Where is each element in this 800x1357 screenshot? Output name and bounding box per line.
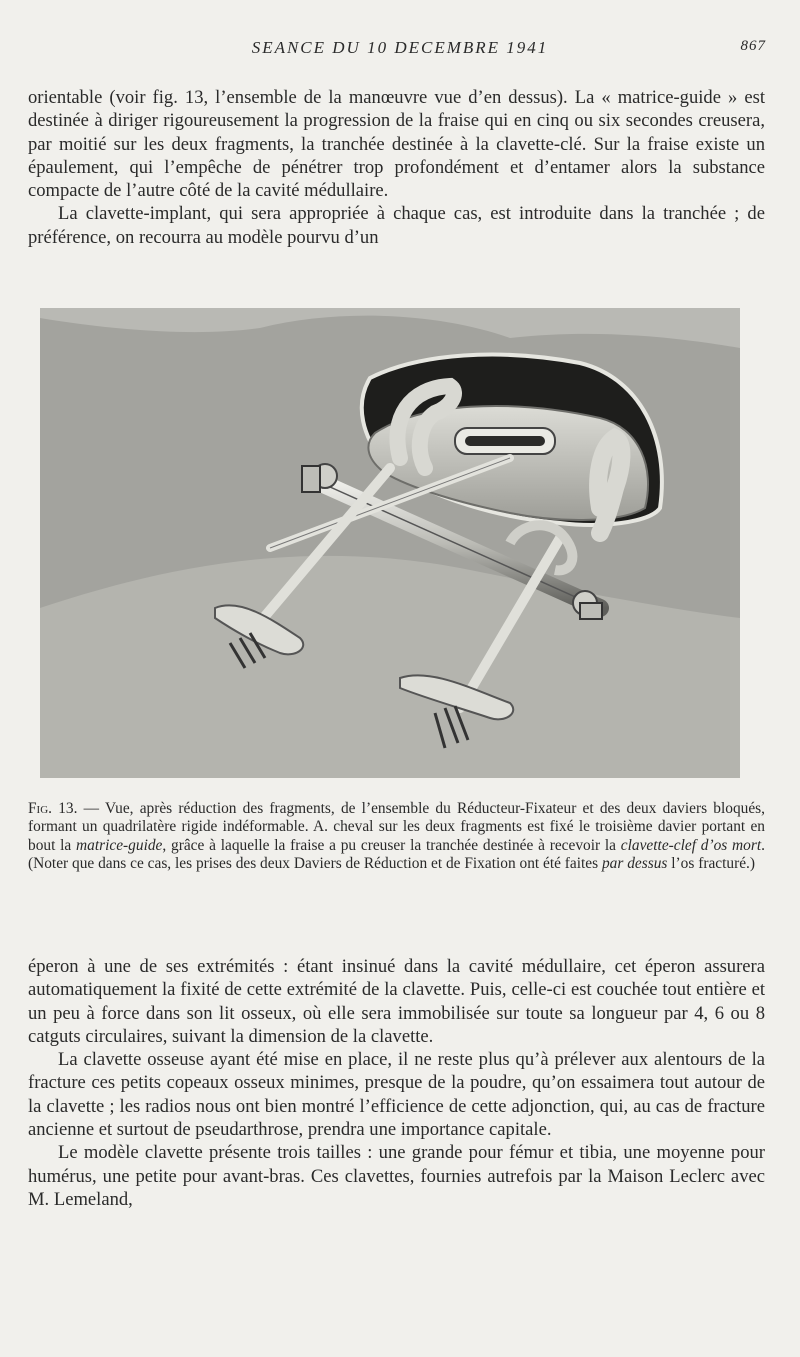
running-title: SEANCE DU 10 DECEMBRE 1941	[251, 38, 549, 57]
paragraph: orientable (voir fig. 13, l’ensemble de la manœuvre vue d’en dessus). La « matrice-guide » est destinée à diriger rigoureusement la progression de la fraise qui en cinq ou six secondes creusera, par moitié sur les deux fragments, la tranchée destinée à la clavette-clé. Sur la fraise existe un épaulement, qui l’empêche de pénétrer trop profondément et d’entamer alors la substance compacte de l’autre côté de la cavité médullaire.	[28, 87, 765, 202]
paragraph: Le modèle clavette présente trois tailles : une grande pour fémur et tibia, une moyenne pour humérus, une petite pour avant-bras. Ces clavettes, fournies autrefois par la Maison Leclerc avec M. Lemeland,	[28, 1142, 765, 1210]
caption-italic: par dessus	[601, 854, 668, 872]
figure-13-image	[40, 308, 740, 778]
caption-italic: matrice-guide	[76, 836, 163, 854]
bottom-text-block	[28, 955, 765, 1211]
caption-text: — Vue, après réduction des fragments, de l’ensemble du Réducteur-Fixateur et des deux daviers bloqués, formant un quadrilatère rigide indéformable. A. cheval sur les deux fragments est fixé le troisième davier portant en bout la	[28, 800, 765, 854]
surgical-instrument-illustration	[40, 308, 740, 778]
page-header	[0, 38, 800, 64]
paragraph: La clavette osseuse ayant été mise en place, il ne reste plus qu’à prélever aux alentours de la fracture ces petits copeaux osseux minimes, presque de la poudre, qu’on essaimera tout autour de la clavette ; les radios nous ont bien montré l’efficience de cette adjonction, qui, au cas de fracture ancienne et surtout de pseudarthrose, prendra une importance capitale.	[28, 1049, 765, 1141]
caption-label: Fig. 13.	[28, 800, 78, 817]
paragraph: La clavette-implant, qui sera appropriée à chaque cas, est introduite dans la tranchée ; de préférence, on recourra au modèle pourvu d’un	[28, 203, 765, 248]
figure-caption	[28, 800, 765, 873]
caption-text: l’os fracturé.)	[667, 854, 756, 872]
paragraph: éperon à une de ses extrémités : étant insinué dans la cavité médullaire, cet éperon assurera automatiquement la fixité de cette extrémité de la clavette. Puis, celle-ci est couchée tout entière et un peu à force dans son lit osseux, où elle sera immobilisée sur toute sa longueur par 4, 6 ou 8 catguts circulaires, suivant la dimension de la clavette.	[28, 956, 765, 1047]
caption-text: . (Noter que dans ce cas, les prises des deux Daviers de Réduction et de Fixation ont été faites	[28, 836, 765, 872]
page-number: 867	[740, 38, 766, 54]
caption-italic: clavette-clef d’os mort	[620, 836, 762, 854]
top-text-block	[28, 86, 765, 249]
caption-text: , grâce à laquelle la fraise a pu creuser la tranchée destinée à recevoir la	[162, 836, 621, 854]
